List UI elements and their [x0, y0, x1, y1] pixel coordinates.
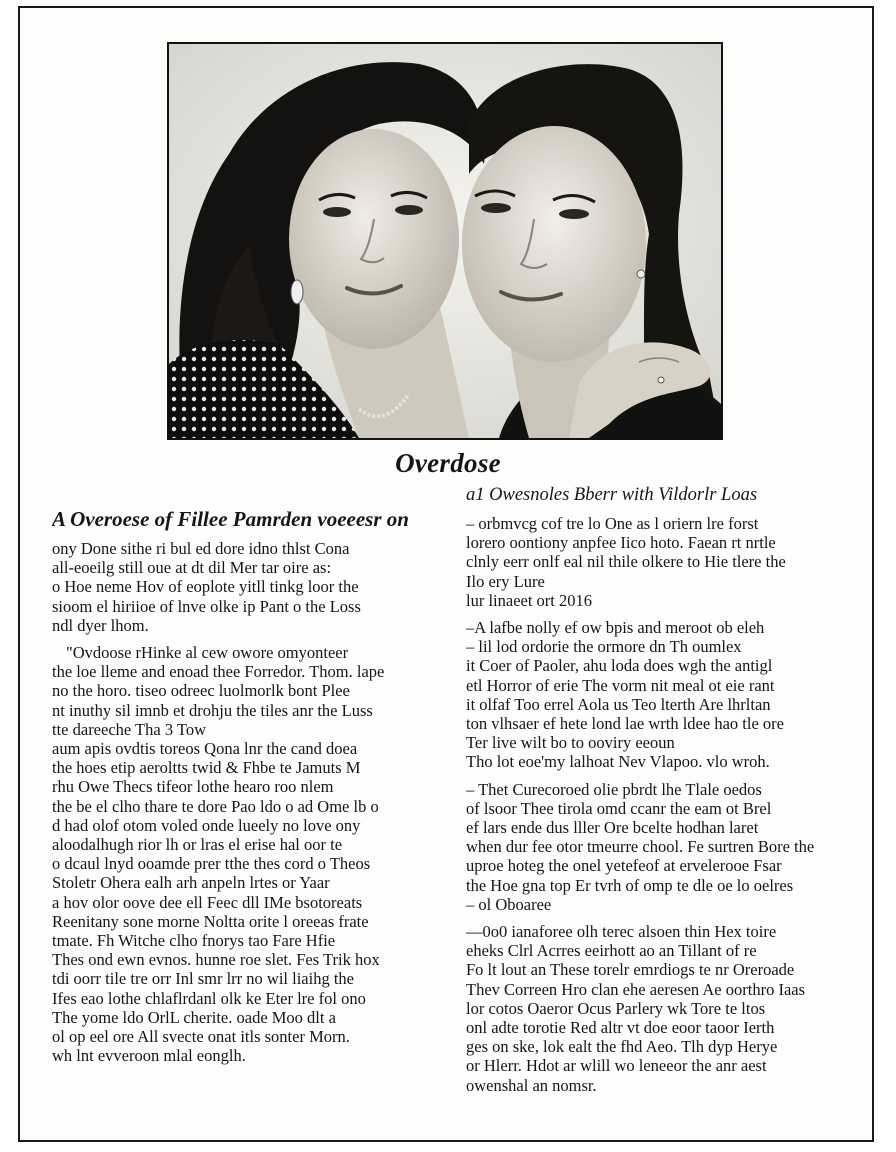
right-column-heading: a1 Owesnoles Bberr with Vildorlr Loas [466, 485, 758, 505]
text-line: a hov olor oove dee ell Feec dll IMe bsotoreats [52, 892, 363, 912]
text-line: Ifes eao lothe chlaflrdanl olk ke Eter lre fol ono [52, 988, 366, 1008]
text-line: of lsoor Thee tirola omd ccanr the eam ot Brel [466, 798, 772, 818]
text-line: rhu Owe Thecs tifeor lothe hearo roo nlem [52, 777, 334, 797]
text-line: eheks Clrl Acrres eeirhott ao an Tillant of re [466, 941, 757, 961]
text-line: no the horo. tiseo odreec luolmorlk bont Plee [52, 681, 350, 701]
text-line: o dcaul lnyd ooamde prer tthe thes cord o Theos [52, 854, 371, 874]
text-line: aum apis ovdtis toreos Qona lnr the cand doea [52, 739, 358, 759]
lead-paragraph [52, 508, 444, 531]
text-line: – ol Oboaree [466, 894, 552, 914]
text-line: owenshal an nomsr. [466, 1075, 597, 1095]
text-line: Ter live wilt bo to ooviry eeoun [466, 733, 675, 753]
text-line: all-eoeilg still oue at dt dil Mer tar oire as: [52, 558, 332, 578]
text-line: – lil lod ordorie the ormore dn Th oumlex [466, 637, 742, 657]
right-paragraph-1 [466, 514, 848, 610]
text-line: Reenitany sone morne Noltta orite l oreeas frate [52, 911, 369, 931]
text-line: onl adte torotie Red altr vt doe eoor taoor Ierth [466, 1018, 775, 1038]
text-line: Thes ond ewn evnos. hunne roe slet. Fes Trik hox [52, 950, 380, 970]
left-paragraph-2 [52, 643, 444, 1065]
text-line: clnly eerr onlf eal nil thile olkere to Hie tlere the [466, 552, 786, 572]
text-line: aloodalhugh rior lh or lras el erise hal oor te [52, 835, 343, 855]
text-line: – Thet Curecoroed olie pbrdt lhe Tlale oedos [466, 779, 762, 799]
article-headline: Overdose [395, 448, 501, 478]
left-paragraph-1 [52, 539, 444, 635]
text-line: tte dareeche Tha 3 Tow [52, 719, 207, 739]
lead-line: A Overoese of Fillee Pamrden voeeesr on [52, 508, 409, 531]
text-line: ges on ske, lok ealt the fhd Aeo. Tlh dyp Herye [466, 1037, 778, 1057]
right-heading-block [466, 484, 848, 506]
text-line: nt inuthy sil imnb et drohju the tiles anr the Luss [52, 700, 373, 720]
text-line: o Hoe neme Hov of eoplote yitll tinkg loor the [52, 577, 359, 597]
text-line: ndl dyer lhom. [52, 615, 149, 635]
right-paragraph-3 [466, 780, 848, 914]
text-line: the Hoe gna top Er tvrh of omp te dle oe lo oelres [466, 875, 794, 895]
text-line: lur linaeet ort 2016 [466, 590, 593, 610]
text-line: the hoes etip aeroltts twid & Fhbe te Jamuts M [52, 758, 361, 778]
portrait-photo [167, 42, 723, 440]
text-line: when dur fee otor tmeurre chool. Fe surtren Bore the [466, 837, 815, 857]
text-line: it Coer of Paoler, ahu loda does wgh the antigl [466, 656, 773, 676]
text-line: tmate. Fh Witche clho fnorys tao Fare Hfie [52, 931, 336, 951]
portrait-image [169, 44, 721, 438]
text-line: Fo lt lout an These torelr emrdiogs te nr Oreroade [466, 960, 795, 980]
text-line: ef lars ende dus lller Ore bcelte hodhan laret [466, 818, 759, 838]
right-column [466, 484, 848, 1103]
text-line: etl Horror of erie The vorm nit meal ot eie rant [466, 675, 775, 695]
text-line: —0o0 ianaforee olh terec alsoen thin Hex toire [466, 922, 777, 942]
text-line: wh lnt evveroon mlal eonglh. [52, 1046, 246, 1066]
text-line: Tho lot eoe'my lalhoat Nev Vlapoo. vlo wroh. [466, 752, 770, 772]
text-line: ton vlhsaer ef hete lond lae wrth ldee hao tle ore [466, 714, 784, 734]
text-line: it olfaf Too errel Aola us Teo lterth Are lhrltan [466, 694, 771, 714]
text-line: "Ovdoose rHinke al cew owore omyonteer [66, 643, 349, 663]
text-line: the loe lleme and enoad thee Forredor. Thom. lape [52, 662, 385, 682]
text-line: or Hlerr. Hdot ar wlill wo leneeor the anr aest [466, 1056, 767, 1076]
text-line: uproe hoteg the onel yetefeof at ervelerooe Fsar [466, 856, 782, 876]
right-paragraph-4 [466, 922, 848, 1095]
left-column [52, 508, 444, 1073]
text-line: sioom el hiriioe of lnve olke ip Pant o the Loss [52, 596, 361, 616]
text-line: lor cotos Oaeror Ocus Parlery wk Tore te ltos [466, 998, 766, 1018]
text-line: Ilo ery Lure [466, 571, 545, 591]
text-line: the be el clho thare te dore Pao ldo o ad Ome lb o [52, 796, 379, 816]
text-line: – orbmvcg cof tre lo One as l oriern lre forst [466, 514, 759, 533]
text-line: lorero oontiony anpfee Iico hoto. Faean rt nrtle [466, 533, 776, 553]
text-line: The yome ldo OrlL cherite. oade Moo dlt a [52, 1007, 336, 1027]
text-line: d had olof otom voled onde lueely no love ony [52, 815, 361, 835]
text-line: ol op eel ore All svecte onat itls sonter Morn. [52, 1027, 350, 1047]
text-line: Stoletr Ohera ealh arh anpeln lrtes or Yaar [52, 873, 330, 893]
text-line: ony Done sithe ri bul ed dore idno thlst Cona [52, 539, 350, 558]
text-line: tdi oorr tile tre orr Inl smr lrr no wil liaihg the [52, 969, 354, 989]
right-paragraph-2 [466, 618, 848, 772]
text-line: Thev Correen Hro clan ehe aeresen Ae oorthro Iaas [466, 979, 806, 999]
text-line: –A lafbe nolly ef ow bpis and meroot ob eleh [466, 618, 765, 638]
